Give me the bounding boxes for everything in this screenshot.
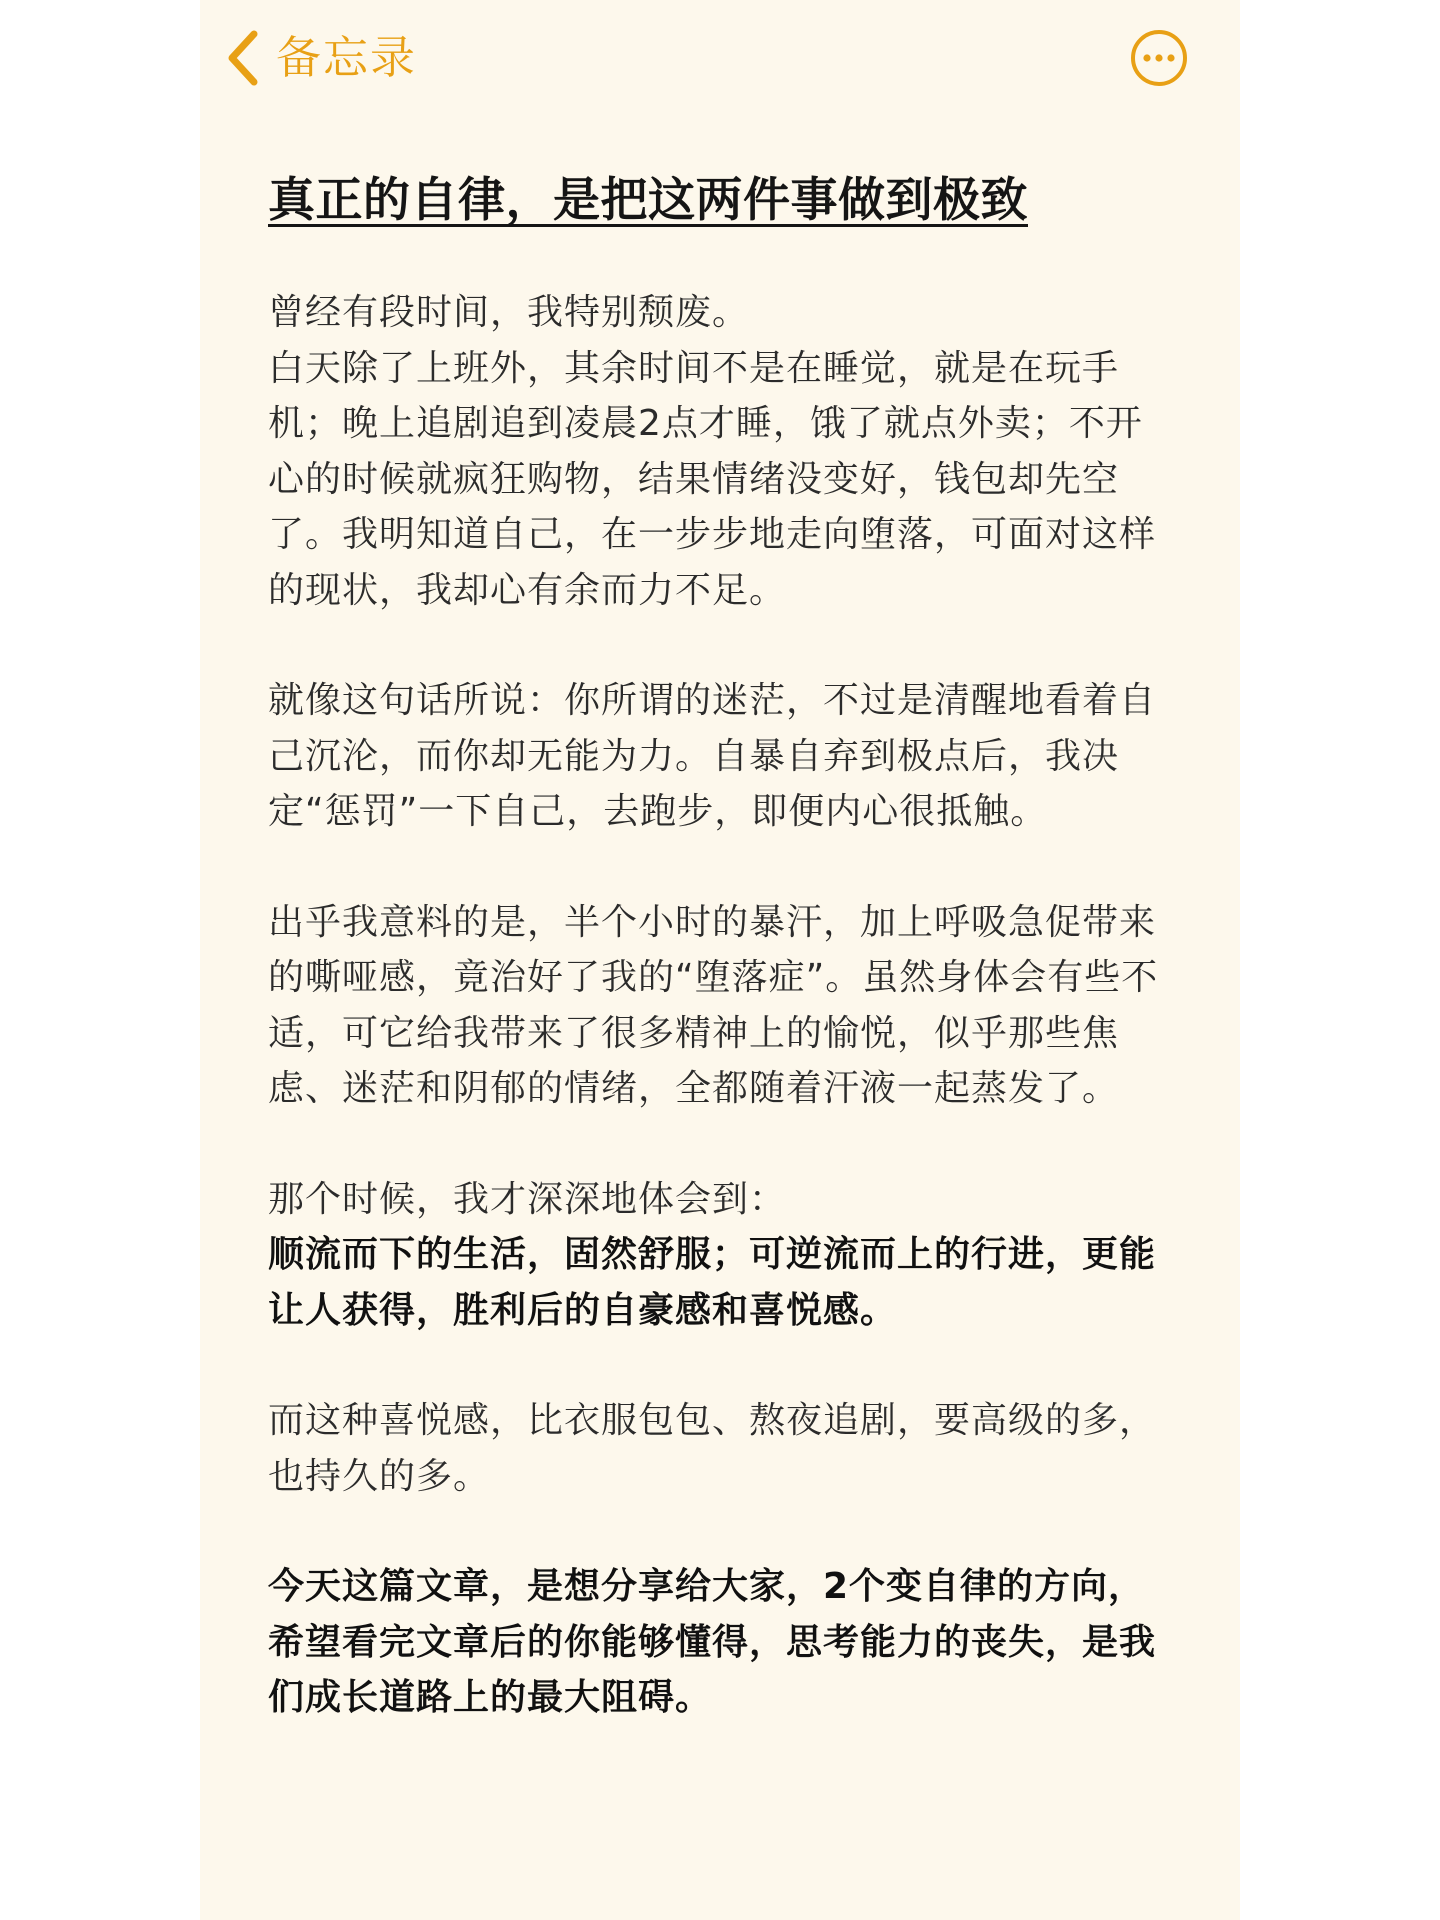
back-label: 备忘录 bbox=[276, 31, 418, 84]
back-button[interactable] bbox=[222, 26, 417, 90]
note-paragraph: 曾经有段时间，我特别颓废。 白天除了上班外，其余时间不是在睡觉，就是在玩手机；晚上追剧追到凌晨2点才睡，饿了就点外卖；不开心的时候就疯狂购物，结果情绪没变好，钱包却先空了。我明知道自己，在一步步地走向堕落，可面对这样的现状，我却心有余而力不足。 bbox=[268, 292, 1157, 611]
note-paragraph-bold: 顺流而下的生活，固然舒服；可逆流而上的行进，更能让人获得，胜利后的自豪感和喜悦感。 bbox=[268, 1234, 1157, 1331]
chevron-left-icon bbox=[222, 28, 262, 88]
note-paragraph-bold: 今天这篇文章，是想分享给大家，2个变自律的方向，希望看完文章后的你能够懂得，思考能力的丧失，是我们成长道路上的最大阻碍。 bbox=[268, 1566, 1157, 1718]
navigation-bar bbox=[200, 0, 1240, 120]
more-options-button[interactable] bbox=[1130, 29, 1188, 87]
note-body[interactable] bbox=[268, 165, 1168, 1726]
note-title: 真正的自律，是把这两件事做到极致 bbox=[268, 173, 1028, 228]
ellipsis-circle-icon bbox=[1130, 29, 1188, 87]
note-paragraph: 那个时候，我才深深地体会到： bbox=[268, 1178, 787, 1220]
note-paragraph: 出乎我意料的是，半个小时的暴汗，加上呼吸急促带来的嘶哑感，竟治好了我的“堕落症”。虽然身体会有些不适，可它给我带来了很多精神上的愉悦，似乎那些焦虑、迷茫和阴郁的情绪，全都随着汗液一起蒸发了。 bbox=[268, 901, 1159, 1109]
note-panel bbox=[200, 0, 1240, 1920]
note-paragraph: 就像这句话所说：你所谓的迷茫，不过是清醒地看着自己沉沦，而你却无能为力。自暴自弃到极点后，我决定“惩罚”一下自己，去跑步，即便内心很抵触。 bbox=[268, 680, 1157, 832]
note-paragraph: 而这种喜悦感，比衣服包包、熬夜追剧，要高级的多，也持久的多。 bbox=[268, 1400, 1157, 1497]
